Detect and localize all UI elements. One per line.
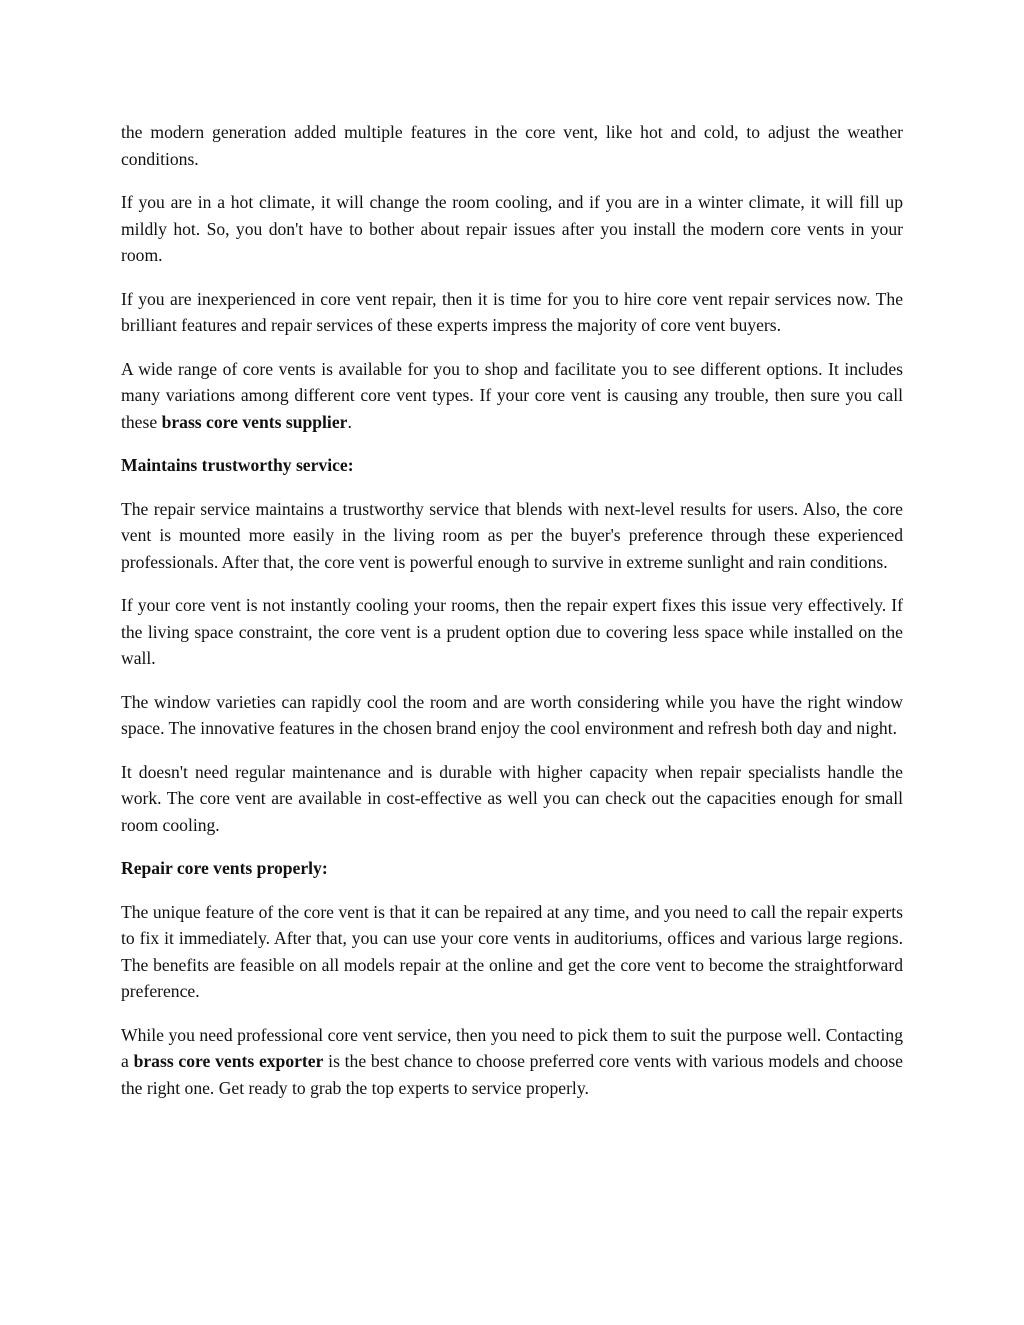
paragraph: The window varieties can rapidly cool the room and are worth considering while you have the right window space. The innovative features in the chosen brand enjoy the cool environment and refresh both day and night.: [121, 691, 903, 738]
paragraph: If you are inexperienced in core vent repair, then it is time for you to hire core vent repair services now. The brilliant features and repair services of these experts impress the majority of core vent buyers.: [121, 288, 903, 335]
paragraph-text: A wide range of core vents is available for you to shop and facilitate you to see different options. It includes many variations among different core vent types. If your core vent is causing any trouble, then sure you call these: [121, 358, 903, 432]
bold-link-text: brass core vents exporter: [133, 1051, 324, 1071]
paragraph: [121, 1022, 903, 1102]
paragraph: If your core vent is not instantly cooling your rooms, then the repair expert fixes this issue very effectively. If the living space constraint, the core vent is a prudent option due to covering less space while installed on the wall.: [121, 595, 903, 668]
paragraph: the modern generation added multiple features in the core vent, like hot and cold, to adjust the weather conditions.: [121, 122, 903, 169]
bold-link-text: brass core vents supplier: [161, 411, 348, 432]
paragraph-text: is the best chance to choose preferred core vents with various models and choose the right one. Get ready to grab the top experts to service properly.: [121, 1051, 903, 1098]
section-heading: Repair core vents properly:: [121, 858, 328, 878]
paragraph: It doesn't need regular maintenance and is durable with higher capacity when repair specialists handle the work. The core vent are available in cost-effective as well you can check out the capacities enough for small room cooling.: [121, 761, 903, 835]
paragraph: [121, 356, 903, 436]
paragraph: If you are in a hot climate, it will change the room cooling, and if you are in a winter climate, it will fill up mildly hot. So, you don't have to bother about repair issues after you install the modern core vents in your room.: [121, 192, 903, 265]
document-page: [121, 119, 903, 1118]
paragraph-text: While you need professional core vent service, then you need to pick them to suit the purpose well. Contacting a: [121, 1024, 903, 1071]
paragraph-text: .: [347, 411, 352, 432]
section-heading: Maintains trustworthy service:: [121, 455, 354, 475]
paragraph: The unique feature of the core vent is that it can be repaired at any time, and you need to call the repair experts to fix it immediately. After that, you can use your core vents in auditoriums, offices and various large regions. The benefits are feasible on all models repair at the online and get the core vent to become the straightforward preference.: [121, 901, 903, 1001]
paragraph: The repair service maintains a trustworthy service that blends with next-level results for users. Also, the core vent is mounted more easily in the living room as per the buyer's preference through these experienced professionals. After that, the core vent is powerful enough to survive in extreme sunlight and rain conditions.: [121, 498, 903, 572]
